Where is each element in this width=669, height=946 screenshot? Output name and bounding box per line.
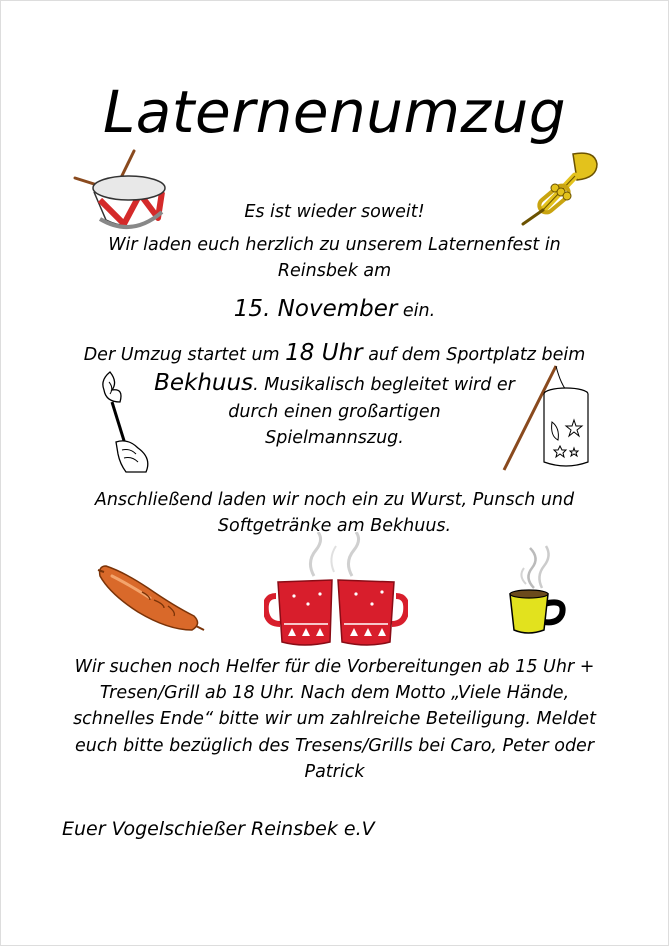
parade-line-2 <box>0 370 669 396</box>
helpers-line-5: Patrick <box>304 762 365 782</box>
intro-line-2: Wir laden euch herzlich zu unserem Laternenfest in <box>108 235 561 255</box>
helpers-line-3: schnelles Ende“ bitte wir um zahlreiche Beteiligung. Meldet <box>73 709 596 729</box>
signature: Euer Vogelschießer Reinsbek e.V <box>62 818 375 840</box>
start-time: 18 Uhr <box>285 340 363 366</box>
intro-line-1: Es ist wieder soweit! <box>244 202 425 222</box>
parade-prefix: Der Umzug startet um <box>83 345 286 365</box>
event-date: 15. November <box>233 296 398 322</box>
date-line <box>0 296 669 322</box>
date-suffix: ein. <box>397 301 436 321</box>
parade-line-4: Spielmannszug. <box>265 428 404 448</box>
parade-suffix: auf dem Sportplatz beim <box>362 345 586 365</box>
after-line-2: Softgetränke am Bekhuus. <box>217 516 452 536</box>
intro-line-3: Reinsbek am <box>277 261 392 281</box>
parade-line-3: durch einen großartigen <box>228 402 441 422</box>
sausage-icon <box>94 558 206 640</box>
venue-name: Bekhuus <box>154 370 254 396</box>
after-line-1: Anschließend laden wir noch ein zu Wurst, Punsch und <box>94 490 575 510</box>
page-title: Laternenumzug <box>102 78 567 146</box>
music-text-1: . Musikalisch begleitet wird er <box>253 375 515 395</box>
parade-line-1 <box>0 340 669 366</box>
punch-mugs-icon <box>264 532 408 648</box>
helpers-line-4: euch bitte bezüglich des Tresens/Grills bei Caro, Peter oder <box>74 736 595 756</box>
coffee-cup-icon <box>504 544 572 636</box>
helpers-line-1: Wir suchen noch Helfer für die Vorbereitungen ab 15 Uhr + <box>74 657 595 677</box>
helpers-line-2: Tresen/Grill ab 18 Uhr. Nach dem Motto „Viele Hände, <box>99 683 570 703</box>
